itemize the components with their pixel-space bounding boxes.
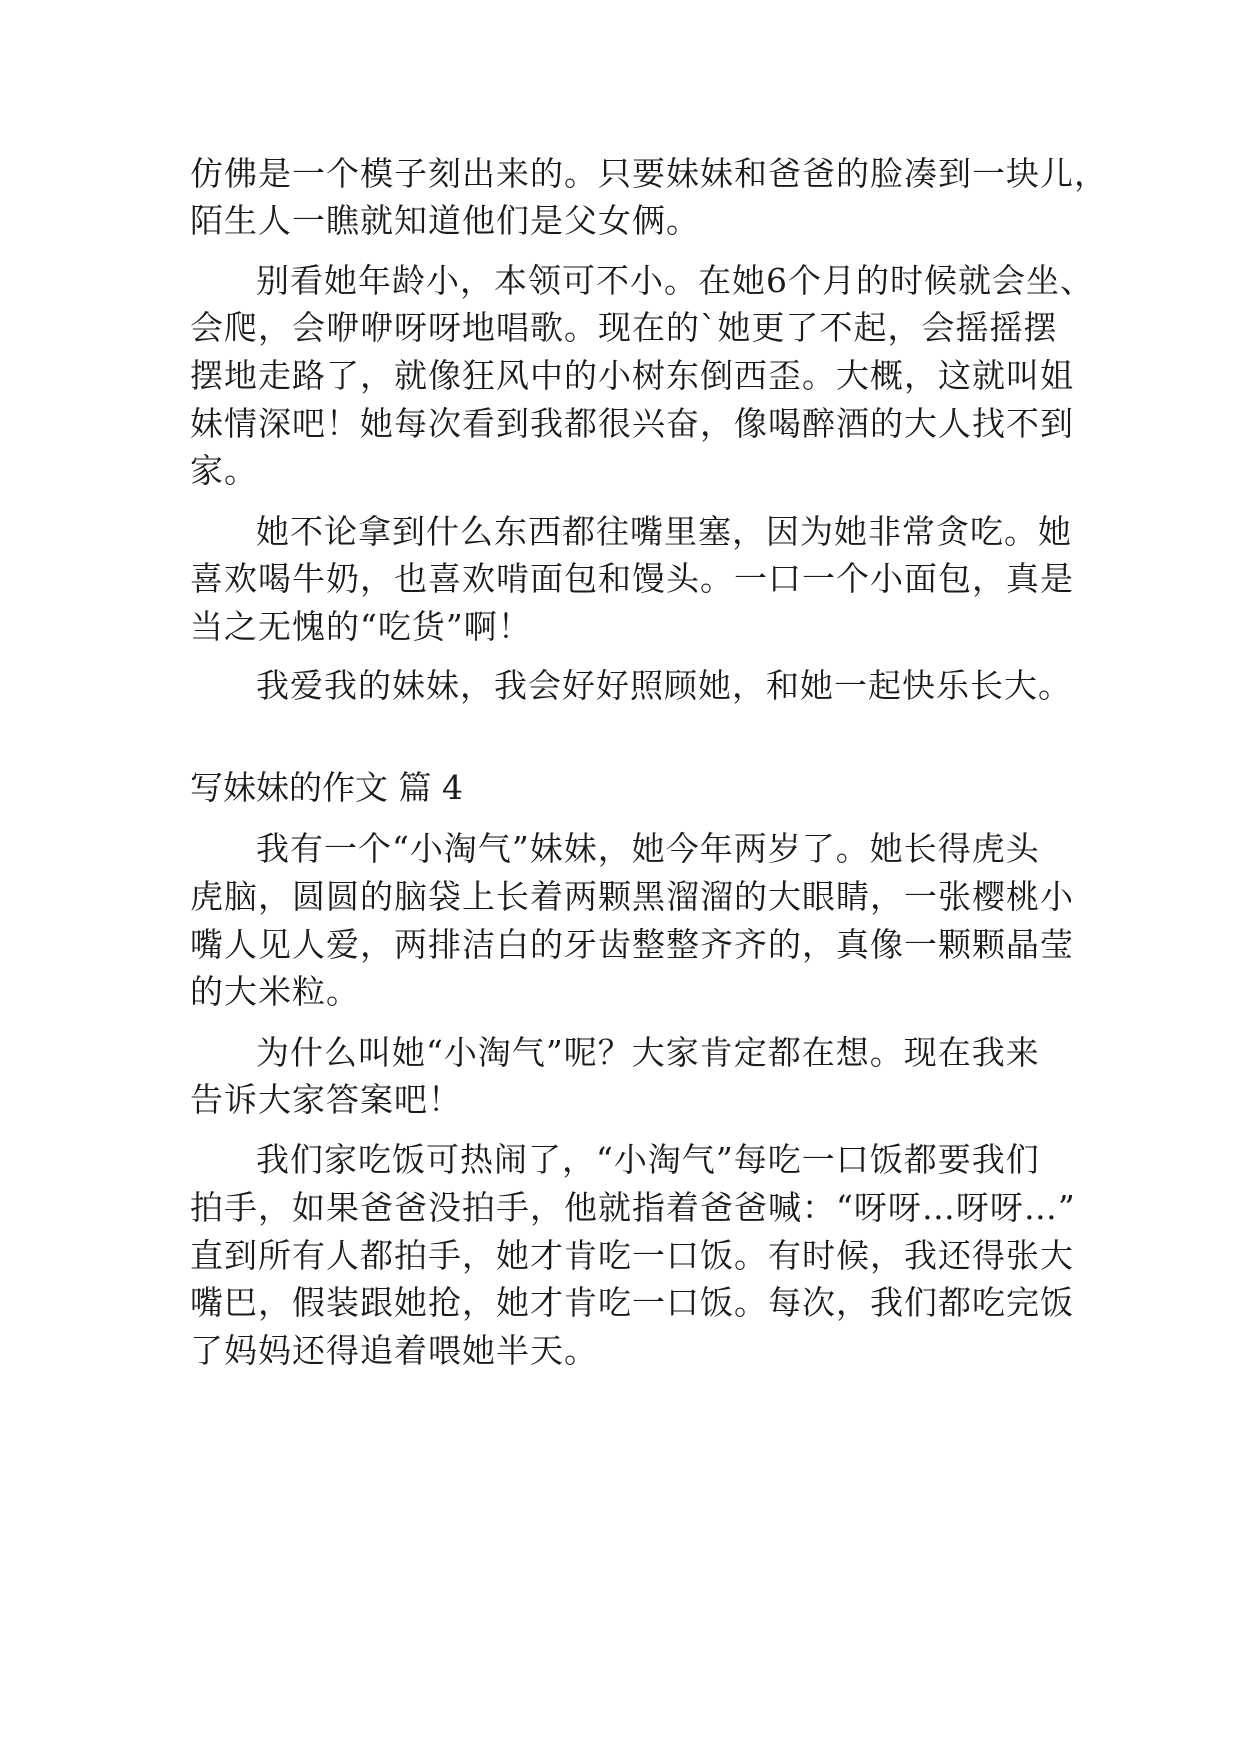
- paragraph-line: 直到所有人都拍手，她才肯吃一口饭。有时候，我还得张大: [190, 1236, 1074, 1275]
- section-heading: 写妹妹的作文 篇 4: [190, 768, 463, 807]
- paragraph-line: 拍手，如果爸爸没拍手，他就指着爸爸喊：“呀呀…呀呀…”: [190, 1188, 1076, 1227]
- paragraph-line: 妹情深吧！她每次看到我都很兴奋，像喝醉酒的大人找不到: [190, 404, 1074, 443]
- paragraph-line: 会爬，会咿咿呀呀地唱歌。现在的`她更了不起，会摇摇摆: [190, 308, 1058, 347]
- paragraph-line: 虎脑，圆圆的脑袋上长着两颗黑溜溜的大眼睛，一张樱桃小: [190, 877, 1074, 916]
- paragraph-line: 为什么叫她“小淘气”呢？大家肯定都在想。现在我来: [256, 1033, 1040, 1072]
- paragraph-line: 仿佛是一个模子刻出来的。只要妹妹和爸爸的脸凑到一块儿，: [190, 154, 1108, 193]
- paragraph-line: 嘴人见人爱，两排洁白的牙齿整整齐齐的，真像一颗颗晶莹: [190, 925, 1074, 964]
- paragraph-line: 我爱我的妹妹，我会好好照顾她，和她一起快乐长大。: [256, 666, 1072, 705]
- paragraph-line: 了妈妈还得追着喂她半天。: [190, 1331, 598, 1370]
- paragraph-line: 摆地走路了，就像狂风中的小树东倒西歪。大概，这就叫姐: [190, 356, 1074, 395]
- paragraph-line: 我们家吃饭可热闹了，“小淘气”每吃一口饭都要我们: [256, 1140, 1040, 1179]
- paragraph-line: 的大米粒。: [190, 972, 360, 1011]
- paragraph-line: 当之无愧的“吃货”啊！: [190, 607, 532, 646]
- paragraph-line: 别看她年龄小，本领可不小。在她6个月的时候就会坐、: [256, 261, 1094, 300]
- paragraph-line: 告诉大家答案吧！: [190, 1080, 462, 1119]
- paragraph-line: 家。: [190, 451, 258, 490]
- paragraph-line: 我有一个“小淘气”妹妹，她今年两岁了。她长得虎头: [256, 829, 1040, 868]
- paragraph-line: 喜欢喝牛奶，也喜欢啃面包和馒头。一口一个小面包，真是: [190, 559, 1074, 598]
- paragraph-line: 陌生人一瞧就知道他们是父女俩。: [190, 201, 700, 240]
- paragraph-line: 嘴巴，假装跟她抢，她才肯吃一口饭。每次，我们都吃完饭: [190, 1283, 1074, 1322]
- paragraph-line: 她不论拿到什么东西都往嘴里塞，因为她非常贪吃。她: [256, 512, 1072, 551]
